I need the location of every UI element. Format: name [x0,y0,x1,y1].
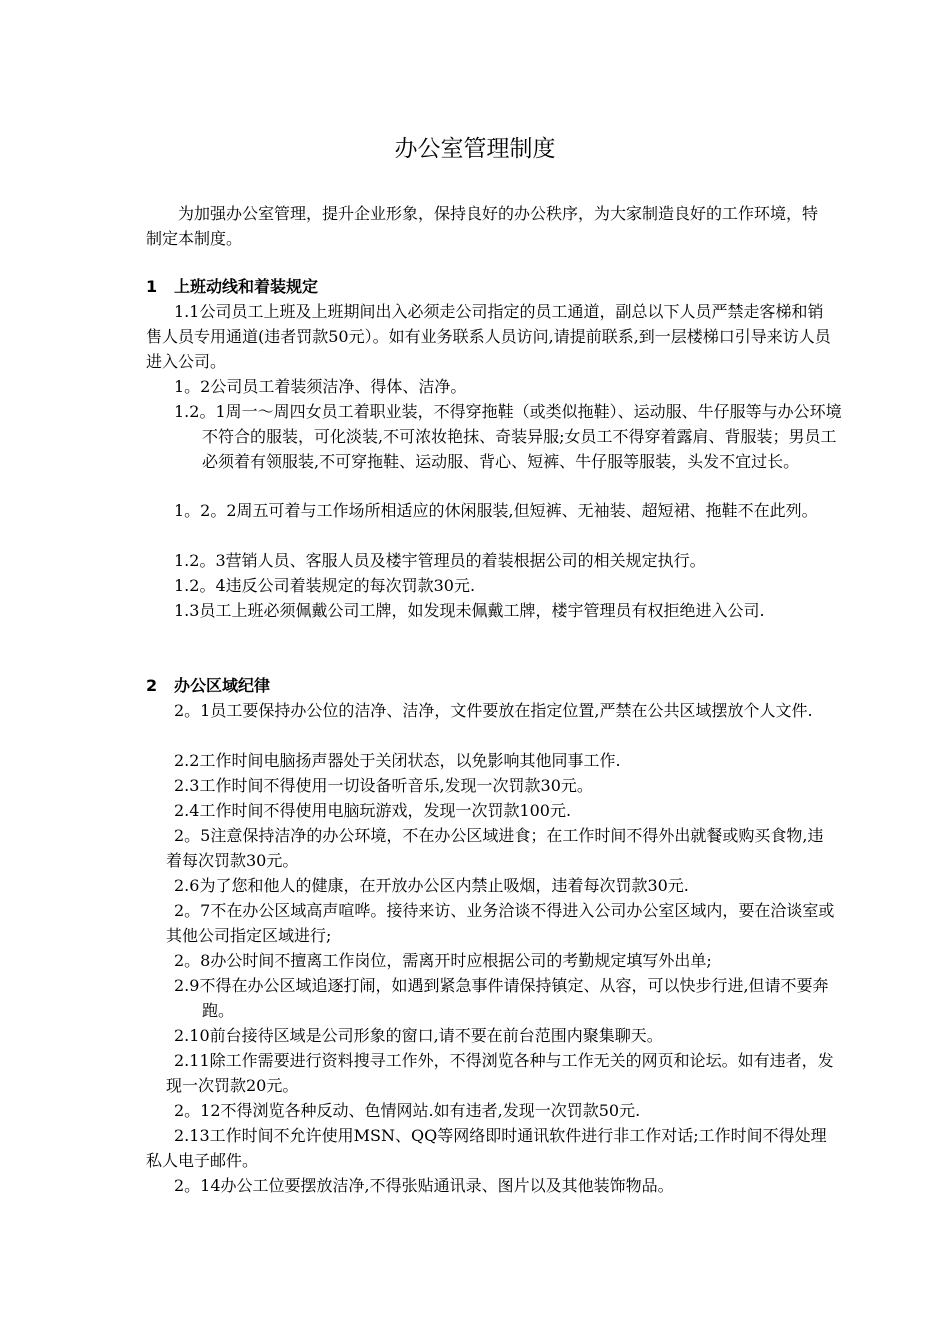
rule-item: 2。1员工要保持办公位的洁净、洁净，文件要放在指定位置,严禁在公共区域摆放个人文件. [174,701,813,720]
rule-item: 2.4工作时间不得使用电脑玩游戏，发现一次罚款100元. [174,801,572,820]
rule-item: 2.6为了您和他人的健康，在开放办公区内禁止吸烟，违着每次罚款30元. [174,876,689,895]
rule-item: 2.10前台接待区域是公司形象的窗口,请不要在前台范围内聚集聊天。 [174,1026,663,1045]
rule-item: 2。7不在办公区域高声喧哗。接待来访、业务洽谈不得进入公司办公室区域内，要在洽谈室或其他公司指定区域进行; [166,901,835,945]
rule-item: 2。14办公工位要摆放洁净,不得张贴通讯录、图片以及其他装饰物品。 [174,1176,674,1195]
rule-item: 2。12不得浏览各种反动、色情网站.如有违者,发现一次罚款50元. [174,1101,641,1120]
rule-item: 2.11除工作需要进行资料搜寻工作外，不得浏览各种与工作无关的网页和论坛。如有违者，发现一次罚款20元。 [166,1051,834,1095]
section-heading [146,673,270,698]
intro-paragraph: 为加强办公室管理，提升企业形象，保持良好的办公秩序，为大家制造良好的工作环境，特制定本制度。 [146,204,819,248]
rule-item: 2。5注意保持洁净的办公环境，不在办公区域进食；在工作时间不得外出就餐或购买食物,违着每次罚款30元。 [166,826,824,870]
section-heading [146,274,318,299]
section-number: 2 [146,676,158,695]
rule-item: 1.2。1周一～周四女员工着职业装，不得穿拖鞋（或类似拖鞋）、运动服、牛仔服等与办公环境不符合的服装，可化淡装,不可浓妆艳抹、奇装异服;女员工不得穿着露肩、背服装；男员工必须着有领服装,不可穿拖鞋、运动服、背心、短裤、牛仔服等服装，头发不宜过长。 [174,402,842,471]
rule-item: 1.2。3营销人员、客服人员及楼宇管理员的着装根据公司的相关规定执行。 [174,551,706,570]
section-title: 上班动线和着装规定 [174,277,319,296]
rule-item: 1.1公司员工上班及上班期间出入必须走公司指定的员工通道，副总以下人员严禁走客梯和销售人员专用通道(违者罚款50元）。如有业务联系人员访问,请提前联系,到一层楼梯口引导来访人员进入公司。 [146,302,831,371]
rule-item: 2。8办公时间不擅离工作岗位，需离开时应根据公司的考勤规定填写外出单; [174,951,712,970]
rule-item: 2.13工作时间不允许使用MSN、QQ等网络即时通讯软件进行非工作对话;工作时间不得处理私人电子邮件。 [146,1126,827,1170]
rule-item: 1.3员工上班必须佩戴公司工牌，如发现未佩戴工牌，楼宇管理员有权拒绝进入公司. [174,601,765,620]
rule-item: 2.9不得在办公区域追逐打闹，如遇到紧急事件请保持镇定、从容，可以快步行进,但请不要奔跑。 [174,976,829,1020]
page-title: 办公室管理制度 [394,136,556,162]
rule-item: 2.2工作时间电脑扬声器处于关闭状态，以免影响其他同事工作. [174,751,621,770]
rule-item: 1。2公司员工着装须洁净、得体、洁净。 [174,377,467,396]
rule-item: 1。2。2周五可着与工作场所相适应的休闲服装,但短裤、无袖装、超短裙、拖鞋不在此列。 [174,501,818,520]
section-title: 办公区域纪律 [174,676,271,695]
rule-item: 1.2。4违反公司着装规定的每次罚款30元. [174,576,476,595]
rule-item: 2.3工作时间不得使用一切设备听音乐,发现一次罚款30元。 [174,776,593,795]
section-number: 1 [146,277,158,296]
